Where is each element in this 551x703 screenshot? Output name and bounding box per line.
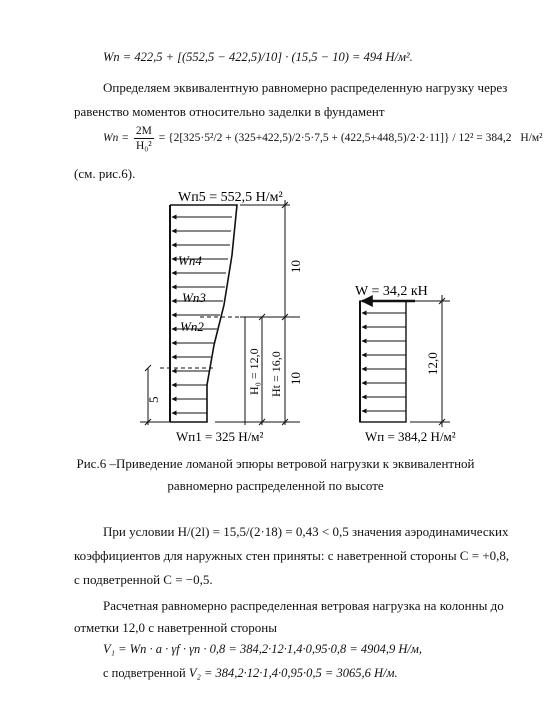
right-bottom-label: Wп = 384,2 Н/м²: [365, 429, 456, 444]
figure-wind-diagram: [0, 185, 551, 445]
dim-10-upper: 10: [288, 260, 303, 273]
right-load-arrows: [362, 313, 406, 411]
left-top-label: Wп5 = 552,5 Н/м²: [178, 190, 283, 205]
eq-body: = {2[325·5²/2 + (325+422,5)/2·5·7,5 + (422,5+448,5)/2·2·11]} / 12² = 384,2: [158, 132, 512, 145]
formula-wn: Wп = 422,5 + [(552,5 − 422,5)/10] · (15,5 − 10) = 494 Н/м².: [103, 50, 413, 64]
dim-12: 12,0: [425, 352, 440, 375]
paragraph-1-line-1: Определяем эквивалентную равномерно распределенную нагрузку через: [103, 80, 508, 95]
left-bottom-label: Wп1 = 325 Н/м²: [176, 429, 264, 444]
eq-fraction-den: H₀²: [135, 140, 152, 152]
paragraph-3-line-1: Расчетная равномерно распределенная ветровая нагрузка на колонны до: [103, 598, 504, 613]
paragraph-2-line-1: При условии H/(2l) = 15,5/(2·18) = 0,43 < 0,5 значения аэродинамических: [103, 524, 509, 539]
left-load-outline: [170, 205, 237, 422]
eq-units: Н/м²: [520, 132, 543, 145]
right-load-rect: [360, 301, 406, 422]
formula-equivalent-load: [103, 124, 543, 153]
label-wn2: Wп2: [180, 319, 204, 334]
dim-ht: Ht = 16,0: [269, 351, 283, 397]
left-load-arrows: [172, 217, 232, 413]
dim-5: 5: [146, 396, 161, 403]
dim-10-lower: 10: [288, 372, 303, 385]
paragraph-1-line-2: равенство моментов относительно заделки в фундамент: [74, 104, 385, 119]
formula-v1: V₁ = Wп · a · γf · γп · 0,8 = 384,2·12·1,4·0,95·0,8 = 4904,9 Н/м,: [103, 642, 423, 656]
left-diagram: [140, 190, 303, 444]
label-wn4: Wп4: [178, 253, 202, 268]
formula-v2-line: [103, 666, 398, 681]
eq-fraction: [134, 124, 154, 153]
label-wn3: Wп3: [182, 290, 206, 305]
paragraph-2-line-2: коэффициентов для наружных стен приняты: с наветренной стороны C = +0,8,: [74, 548, 510, 563]
eq-fraction-num: 2M: [135, 125, 152, 137]
right-diagram: [355, 284, 456, 444]
formula-v2: V₂ = 384,2·12·1,4·0,95·0,5 = 3065,6 Н/м.: [188, 666, 398, 680]
figure-caption-line-2: равномерно распределенной по высоте: [167, 478, 384, 493]
see-figure-ref: (см. рис.6).: [74, 166, 136, 181]
paragraph-2-line-3: с подветренной C = −0,5.: [74, 572, 213, 587]
paragraph-3-line-2: отметки 12,0 с наветренной стороны: [74, 620, 277, 635]
right-top-label: W = 34,2 кН: [355, 284, 428, 299]
eq-lhs: Wп =: [103, 132, 129, 145]
dim-h0: H₀ = 12,0: [247, 348, 261, 395]
figure-caption-line-1: Рис.6 –Приведение ломаной эпюры ветровой нагрузки к эквивалентной: [76, 456, 475, 471]
formula-v2-prefix: с подветренной: [103, 666, 186, 680]
